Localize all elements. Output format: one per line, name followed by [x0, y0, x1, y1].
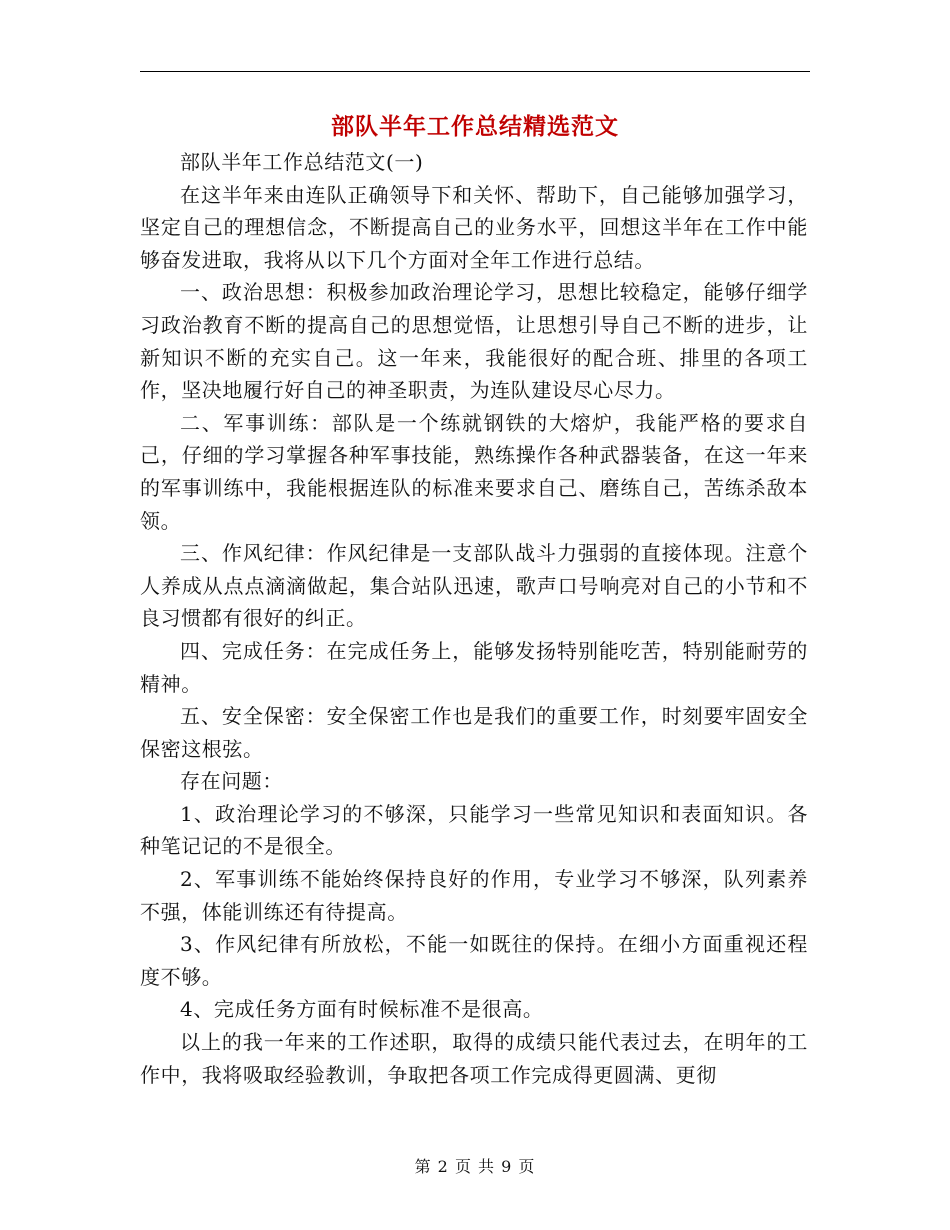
document-body	[140, 146, 808, 1091]
paragraph-discipline: 三、作风纪律：作风纪律是一支部队战斗力强弱的直接体现。注意个人养成从点点滴滴做起，集合站队迅速，歌声口号响亮对自己的小节和不良习惯都有很好的纠正。	[140, 541, 808, 631]
paragraph-problem-2: 2、军事训练不能始终保持良好的作用，专业学习不够深，队列素养不强，体能训练还有待提高。	[140, 867, 808, 924]
header-rule	[140, 71, 810, 72]
paragraph-politics: 一、政治思想：积极参加政治理论学习，思想比较稳定，能够仔细学习政治教育不断的提高自己的思想觉悟，让思想引导自己不断的进步，让新知识不断的充实自己。这一年来，我能很好的配合班、排里的各项工作，坚决地履行好自己的神圣职责，为连队建设尽心尽力。	[140, 280, 808, 403]
paragraph-conclusion: 以上的我一年来的工作述职，取得的成绩只能代表过去，在明年的工作中，我将吸取经验教训，争取把各项工作完成得更圆满、更彻	[140, 1030, 808, 1087]
paragraph-problem-1: 1、政治理论学习的不够深，只能学习一些常见知识和表面知识。各种笔记记的不是很全。	[140, 801, 808, 859]
paragraph-training: 二、军事训练：部队是一个练就钢铁的大熔炉，我能严格的要求自己，仔细的学习掌握各种军事技能，熟练操作各种武器装备，在这一年来的军事训练中，我能根据连队的标准来要求自己、磨练自己，苦练杀敌本领。	[140, 410, 808, 533]
paragraph-subtitle: 部队半年工作总结范文(一)	[180, 150, 424, 174]
paragraph-problems-heading: 存在问题：	[180, 769, 283, 794]
page-number-footer: 第 2 页 共 9 页	[414, 1157, 536, 1176]
document-title: 部队半年工作总结精选范文	[331, 113, 619, 140]
paragraph-problem-4: 4、完成任务方面有时候标准不是很高。	[180, 997, 544, 1022]
paragraph-problem-3: 3、作风纪律有所放松，不能一如既往的保持。在细小方面重视还程度不够。	[140, 932, 808, 989]
paragraph-tasks: 四、完成任务：在完成任务上，能够发扬特别能吃苦，特别能耐劳的精神。	[140, 638, 808, 696]
paragraph-intro: 在这半年来由连队正确领导下和关怀、帮助下，自己能够加强学习，坚定自己的理想信念，不断提高自己的业务水平，回想这半年在工作中能够奋发进取，我将从以下几个方面对全年工作进行总结。	[140, 182, 808, 272]
paragraph-security: 五、安全保密：安全保密工作也是我们的重要工作，时刻要牢固安全保密这根弦。	[140, 704, 808, 761]
